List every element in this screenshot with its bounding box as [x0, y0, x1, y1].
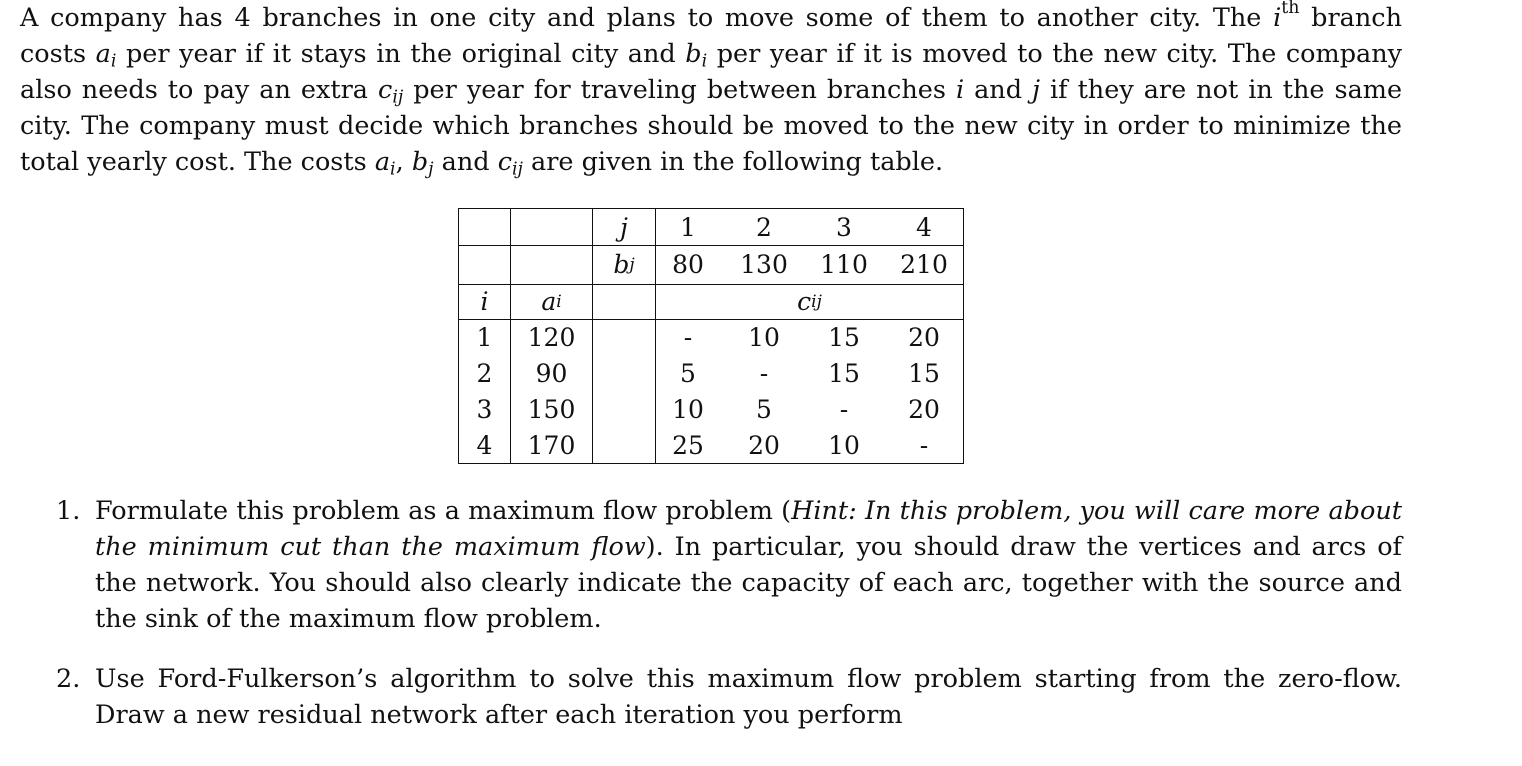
question-1-line-4: the sink of the maximum flow problem.	[95, 604, 602, 634]
table-row-3-c1: 10	[672, 394, 704, 424]
col-header-2: 2	[756, 212, 772, 242]
cost-table	[458, 208, 964, 464]
table-row-4-c2: 20	[748, 430, 780, 460]
question-2-line-1: Use Ford-Fulkerson’s algorithm to solve this maximum flow problem starting from the zero-flow.	[95, 664, 1402, 694]
table-row-1-c1: -	[683, 322, 693, 352]
intro-line-1: A company has 4 branches in one city and plans to move some of them to another city. The $i^{th}$ branch	[20, 0, 1403, 33]
table-row-4-c4: -	[919, 430, 929, 460]
table-row-1-a: 120	[527, 322, 576, 352]
table-row-2-i: 2	[476, 358, 493, 388]
table-row-4-c1: 25	[672, 430, 704, 460]
table-row-2-a: 90	[535, 358, 568, 388]
b-value-1: 80	[672, 250, 704, 279]
table-row-4-a: 170	[527, 430, 576, 460]
ai-label: a i	[541, 287, 562, 316]
table-row-1-c3: 15	[828, 322, 860, 352]
question-1-line-3: the network. You should also clearly indicate the capacity of each arc, together with the source and	[95, 568, 1402, 598]
j-label: j	[620, 212, 628, 242]
table-row-3-c2: 5	[756, 394, 772, 424]
table-row-4-i: 4	[476, 430, 493, 460]
col-header-1: 1	[680, 212, 696, 242]
intro-line-5: total yearly cost. The costs $a_i$, $b_j$ and $c_{ij}$ are given in the following table.	[20, 147, 944, 180]
question-1-line-1: Formulate this problem as a maximum flow problem (Hint: In this problem, you will care more about	[95, 496, 1402, 526]
col-header-4: 4	[916, 212, 932, 242]
table-row-3-i: 3	[476, 394, 493, 424]
b-value-2: 130	[740, 250, 788, 279]
table-rule	[655, 209, 656, 463]
table-row-2-c4: 15	[908, 358, 940, 388]
table-row-3-c3: -	[839, 394, 849, 424]
table-row-2-c3: 15	[828, 358, 860, 388]
b-value-3: 110	[820, 250, 868, 279]
table-row-2-c2: -	[759, 358, 769, 388]
problem-statement	[20, 0, 1402, 180]
bj-label: b j	[613, 250, 635, 279]
intro-line-2: costs $a_i$ per year if it stays in the original city and $b_i$ per year if it is moved to the new city. The company	[20, 39, 1403, 72]
table-row-1-i: 1	[476, 322, 493, 352]
intro-line-3: also needs to pay an extra $c_{ij}$ per year for traveling between branches i and j if they are not in the same	[20, 75, 1403, 108]
table-row-1-c2: 10	[748, 322, 780, 352]
question-2-number: 2.	[56, 664, 81, 694]
table-row-2-c1: 5	[680, 358, 696, 388]
table-row-1-c4: 20	[908, 322, 940, 352]
question-1-line-2: the minimum cut than the maximum flow). In particular, you should draw the vertices and arcs of	[95, 532, 1402, 562]
table-row-4-c3: 10	[828, 430, 860, 460]
question-2-line-2: Draw a new residual network after each iteration you perform	[95, 700, 903, 730]
b-value-4: 210	[900, 250, 948, 279]
question-1-number: 1.	[56, 496, 81, 526]
col-header-3: 3	[836, 212, 852, 242]
intro-line-4: city. The company must decide which branches should be moved to the new city in order to minimize the	[20, 111, 1402, 141]
table-row-3-c4: 20	[908, 394, 940, 424]
table-row-3-a: 150	[527, 394, 576, 424]
cij-label: c ij	[797, 287, 822, 316]
i-label: i	[480, 287, 489, 316]
